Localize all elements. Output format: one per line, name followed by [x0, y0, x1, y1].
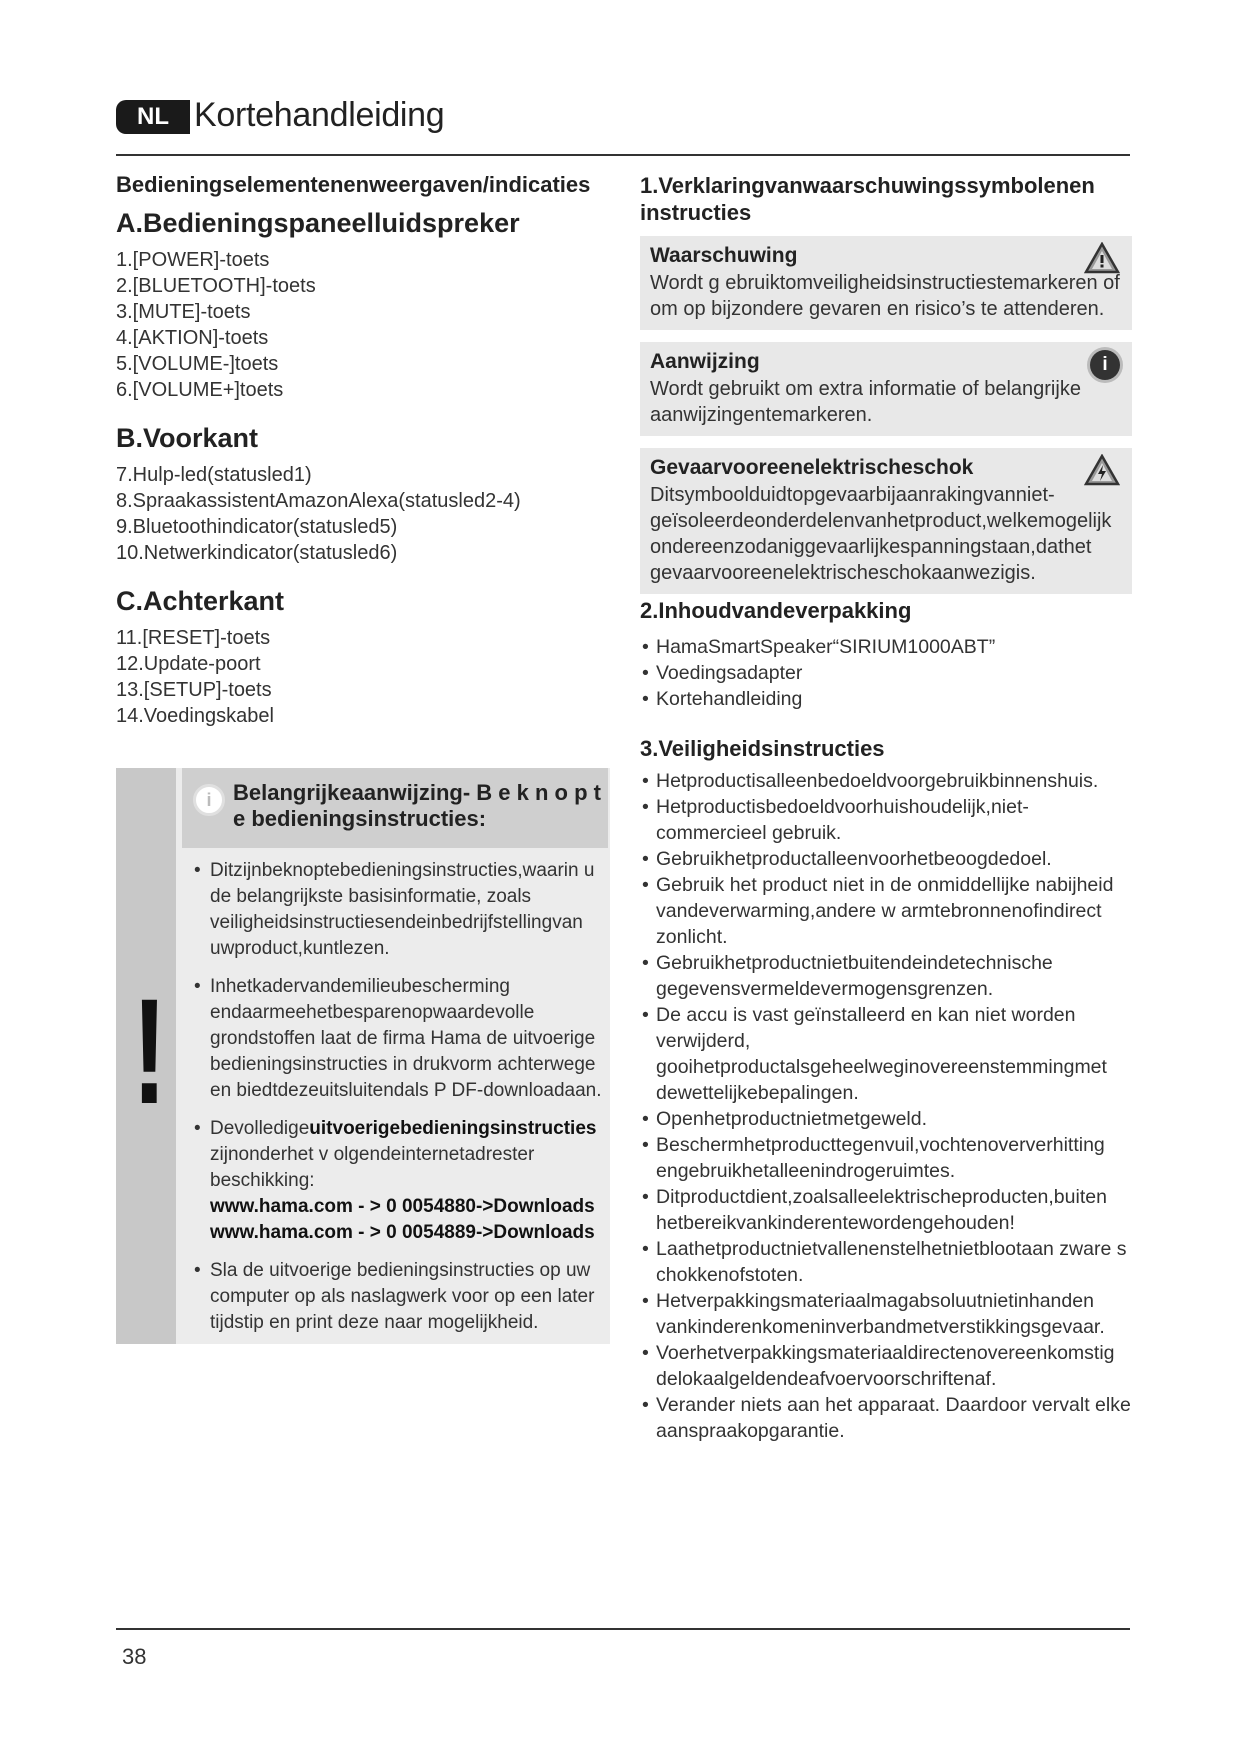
note-text: Wordt gebruikt om extra informatie of belangrijke aanwijzingentemarkeren.: [650, 378, 1081, 426]
list-item: 11.[RESET]-toets: [116, 627, 271, 649]
section2-title: 2.Inhoudvandeverpakking: [640, 598, 912, 623]
electric-shock-title: Gevaarvooreenelektrischeschok: [650, 456, 974, 479]
list-item: • Laathetproductnietvallenenstelhetnietblootaan zware s chokkenofstoten.: [640, 1236, 1132, 1288]
warning-triangle-icon: [1084, 242, 1120, 274]
list-item: 2.[BLUETOOTH]-toets: [116, 275, 316, 297]
electric-shock-box: [640, 448, 1132, 594]
list-item: • Gebruikhetproductalleenvoorhetbeoogdedoel.: [640, 846, 1132, 872]
list-item: 8.SpraakassistentAmazonAlexa(statusled2-4): [116, 490, 521, 512]
list-item: • De accu is vast geïnstalleerd en kan niet worden verwijderd, gooihetproductalsgeheelweginovereenstemmingmet dewettelijkebepalingen.: [640, 1002, 1132, 1106]
download-link-2[interactable]: www.hama.com - > 0 0054889->Downloads: [210, 1222, 595, 1243]
note-title: Aanwijzing: [650, 350, 760, 373]
info-icon: i: [193, 784, 225, 816]
controls-section: [116, 172, 616, 749]
list-item: 6.[VOLUME+]toets: [116, 379, 284, 401]
section3-title: 3.Veiligheidsinstructies: [640, 736, 885, 761]
group-heading-c: C.Achterkant: [116, 586, 285, 616]
list-item: • Gebruik het product niet in de onmiddellijke nabijheid vandeverwarming,andere w armtebronnenofindirect zonlicht.: [640, 872, 1132, 950]
warning-text: Wordt g ebruiktomveiligheidsinstructiestemarkeren of om op bijzondere gevaren en risico’s te attenderen.: [650, 272, 1120, 320]
group-heading-b: B.Voorkant: [116, 423, 259, 453]
package-contents-list: [640, 634, 1132, 712]
page-number: 38: [122, 1644, 147, 1669]
list-item: 12.Update-poort: [116, 653, 261, 675]
list-item: [192, 858, 612, 962]
safety-section: [640, 736, 1132, 1444]
package-contents-section: [640, 598, 1132, 712]
list-item: 1.[POWER]-toets: [116, 249, 270, 271]
list-item: [192, 1116, 612, 1246]
bullet-text: Sla de uitvoerige bedieningsinstructies op uw computer op als naslagwerk voor op een later tijdstip en print deze naar mogelijkheid.: [210, 1260, 595, 1333]
list-item: • Hetproductisbedoeldvoorhuishoudelijk,niet-commercieel gebruik.: [640, 794, 1132, 846]
bullet-text: Devolledige: [210, 1118, 310, 1139]
list-item: • Gebruikhetproductnietbuitendeindetechnische gegevensvermeldevermogensgrenzen.: [640, 950, 1132, 1002]
back-list: [116, 625, 616, 729]
list-item: 10.Netwerkindicator(statusled6): [116, 542, 398, 564]
bullet-bold-text: uitvoerigebedieningsinstructies: [309, 1118, 597, 1139]
list-item: • Hetproductisalleenbedoeldvoorgebruikbinnenshuis.: [640, 768, 1132, 794]
group-heading-a: A.Bedieningspaneelluidspreker: [116, 208, 520, 238]
list-item: • Hetverpakkingsmateriaalmagabsoluutnietinhanden vankinderenkomeninverbandmetverstikkingsgevaar.: [640, 1288, 1132, 1340]
list-item: • Openhetproductnietmetgeweld.: [640, 1106, 1132, 1132]
section1-title: 1.Verklaringvanwaarschuwingssymbolenen instructies: [640, 173, 1095, 225]
list-item: • Ditproductdient,zoalsalleelektrischeproducten,buiten hetbereikvankinderentewordengehouden!: [640, 1184, 1132, 1236]
electric-shock-triangle-icon: [1084, 454, 1120, 486]
header-divider: [116, 154, 1130, 156]
warning-symbols-section: [640, 172, 1132, 594]
list-item: [192, 974, 612, 1104]
controls-section-title: Bedieningselementenenweergaven/indicaties: [116, 172, 591, 197]
bullet-text: Ditzijnbeknoptebedieningsinstructies,waarin u de belangrijkste basisinformatie, zoals veiligheidsinstructiesendeinbedrijfstellingvan uwproduct,kuntlezen.: [210, 860, 595, 959]
exclamation-icon: !: [132, 967, 167, 1135]
front-list: [116, 462, 616, 566]
warning-title: Waarschuwing: [650, 244, 798, 267]
list-item: • Beschermhetproducttegenvuil,vochtenoververhitting engebruikhetalleenindrogeruimtes.: [640, 1132, 1132, 1184]
safety-list: [640, 768, 1132, 1444]
list-item: • Verander niets aan het apparaat. Daardoor vervalt elke aanspraakopgarantie.: [640, 1392, 1132, 1444]
electric-shock-text: Ditsymboolduidtopgevaarbijaanrakingvanniet-geïsoleerdeonderdelenvanhetproduct,welkemogelijk ondereenzodaniggevaarlijkespanningstaan,dathet gevaarvooreenelektrischeschokaanwezigis.: [650, 484, 1112, 584]
list-item: [192, 1258, 612, 1336]
list-item: • Kortehandleiding: [640, 686, 1132, 712]
list-item: 3.[MUTE]-toets: [116, 301, 251, 323]
important-notice-title: Belangrijkeaanwijzing- B e k n o p t e bedieningsinstructies:: [233, 780, 601, 831]
footer-divider: [116, 1628, 1130, 1630]
list-item: 7.Hulp-led(statusled1): [116, 464, 312, 486]
list-item: • Voerhetverpakkingsmateriaaldirectenovereenkomstig delokaalgeldendeafvoervoorschriftenaf.: [640, 1340, 1132, 1392]
list-item: 13.[SETUP]-toets: [116, 679, 272, 701]
list-item: 14.Voedingskabel: [116, 705, 274, 727]
list-item: 4.[AKTION]-toets: [116, 327, 269, 349]
important-notice-list: [192, 858, 612, 1348]
list-item: • Voedingsadapter: [640, 660, 1132, 686]
warning-box: [640, 236, 1132, 330]
info-circle-icon: i: [1090, 350, 1120, 380]
bullet-text: Inhetkadervandemilieubescherming endaarmeehetbesparenopwaardevolle grondstoffen laat de firma Hama de uitvoerige bedieningsinstructies in drukvorm achterwege en biedtdezeuitsluitendals P DF-downloadaan.: [210, 976, 602, 1101]
bullet-text: zijnonderhet v olgendeinternetadrester beschikking:: [210, 1144, 535, 1191]
list-item: • HamaSmartSpeaker“SIRIUM1000ABT”: [640, 634, 1132, 660]
document-title: Kortehandleiding: [194, 96, 445, 134]
list-item: 5.[VOLUME-]toets: [116, 353, 279, 375]
language-badge: NL: [116, 100, 190, 134]
download-link-1[interactable]: www.hama.com - > 0 0054880->Downloads: [210, 1196, 595, 1217]
note-box: [640, 342, 1132, 436]
list-item: 9.Bluetoothindicator(statusled5): [116, 516, 398, 538]
control-panel-list: [116, 247, 616, 403]
